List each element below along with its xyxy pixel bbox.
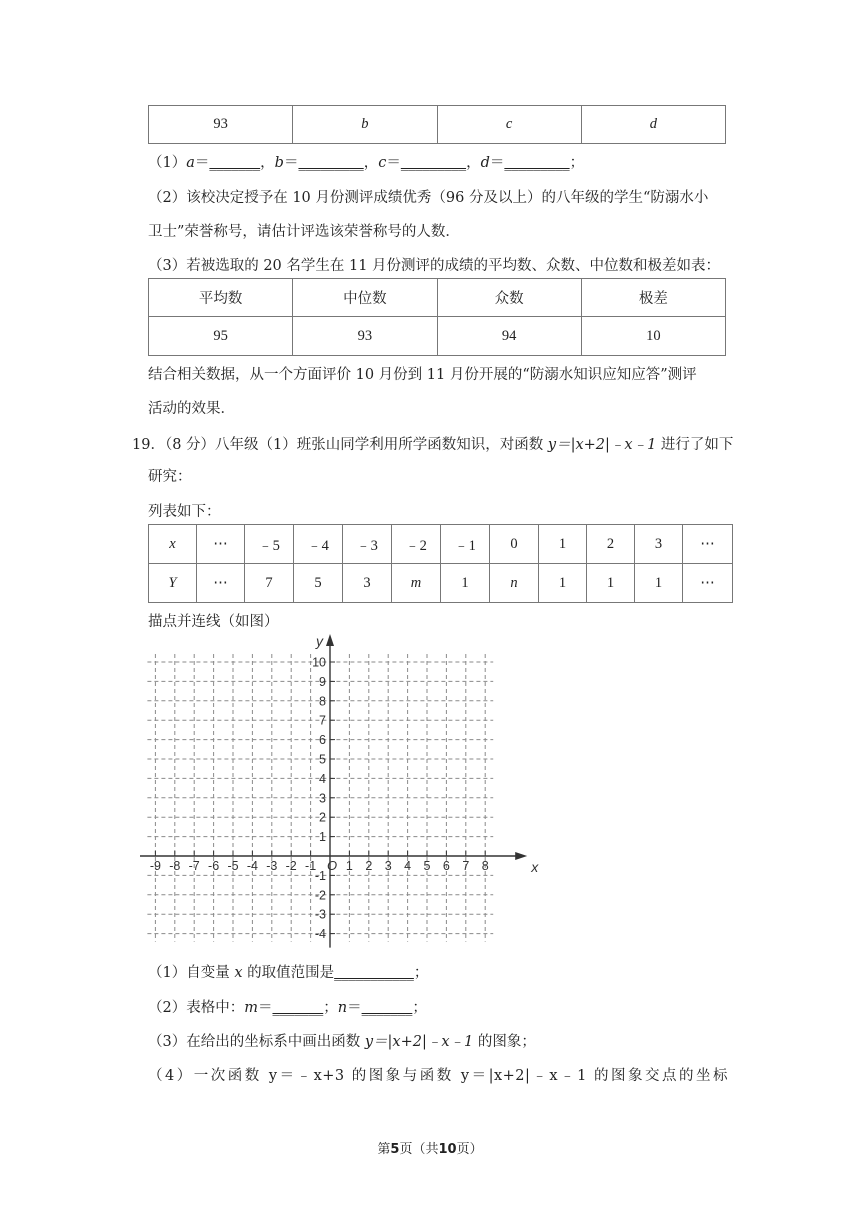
q19-sub3: （3）在给出的坐标系中画出函数 y＝|x+2|﹣x﹣1 的图象； — [148, 1034, 536, 1050]
row-x-cell: 3 — [635, 525, 683, 564]
y-tick-label: 8 — [319, 694, 326, 709]
x-tick-label: -2 — [285, 859, 297, 873]
y-axis-arrow-icon — [326, 634, 334, 646]
value-median: 93 — [293, 317, 437, 356]
y-axis-label: y — [316, 633, 323, 649]
q18-part2-line2: 卫士”荣誉称号，请估计评选该荣誉称号的人数． — [148, 224, 460, 240]
header-mode: 众数 — [437, 279, 581, 317]
q19-sub1: （1）自变量 x 的取值范围是___________； — [148, 965, 429, 981]
y-tick-label: -1 — [314, 868, 326, 883]
y-tick-label: -4 — [314, 927, 326, 942]
row-x-cell: ﹣1 — [441, 525, 490, 564]
m-answer-blank[interactable]: _______ — [272, 1000, 324, 1016]
cell-93: 93 — [149, 106, 293, 144]
row-y-cell-n: n — [490, 564, 539, 603]
cell-c: c — [437, 106, 581, 144]
page-footer: 第5页（共10页） — [377, 1142, 483, 1157]
row-y-cell: 7 — [245, 564, 294, 603]
y-tick-label: -3 — [314, 907, 326, 922]
x-tick-label: -3 — [266, 859, 278, 873]
y-tick-label: 3 — [319, 791, 326, 806]
x-tick-label: 8 — [481, 859, 489, 873]
row-x-cell: 2 — [587, 525, 635, 564]
row-y-cell: 1 — [539, 564, 587, 603]
y-tick-label: 9 — [319, 674, 326, 689]
row-x-cell: ⋯ — [683, 525, 733, 564]
page-number: 5 — [390, 1142, 400, 1157]
answer-blank-c[interactable]: _________ — [400, 155, 467, 171]
row-x-cell: 1 — [539, 525, 587, 564]
origin-label: O — [327, 858, 338, 873]
value-range: 10 — [581, 317, 725, 356]
cell-b: b — [293, 106, 437, 144]
page-total: 10 — [438, 1142, 457, 1157]
x-axis-label: x — [531, 859, 539, 875]
row-y-cell: 1 — [635, 564, 683, 603]
header-range: 极差 — [581, 279, 725, 317]
y-tick-label: 7 — [319, 713, 326, 728]
row-y-cell-m: m — [392, 564, 441, 603]
q18-conclusion-line2: 活动的效果． — [148, 401, 235, 417]
row-y-label: Y — [149, 564, 197, 603]
row-y-cell: 3 — [343, 564, 392, 603]
x-tick-label: 7 — [462, 859, 470, 873]
answer-blank-d[interactable]: _________ — [504, 155, 570, 171]
row-y-cell: 5 — [294, 564, 343, 603]
stats-table — [148, 278, 726, 356]
q18-part1: （1）a＝_______，b＝_________，c＝_________，d＝_________； — [148, 155, 585, 171]
q18-part2-line1: （2）该校决定授予在 10 月份测评成绩优秀（96 分及以上）的八年级的学生“防溺水小 — [148, 190, 709, 206]
row-y-cell: ⋯ — [683, 564, 733, 603]
row-y-cell: ⋯ — [197, 564, 245, 603]
x-tick-label: 5 — [423, 859, 431, 873]
q18-conclusion-line1: 结合相关数据，从一个方面评价 10 月份到 11 月份开展的“防溺水知识应知应答”测评 — [148, 367, 697, 383]
y-tick-label: 1 — [319, 830, 326, 845]
q19-list-label: 列表如下： — [148, 504, 221, 520]
q19-intro-line2: 研究： — [148, 469, 192, 485]
x-tick-label: -7 — [188, 859, 200, 873]
x-tick-label: 3 — [384, 859, 392, 873]
row-x-cell: ⋯ — [197, 525, 245, 564]
row-x-cell: ﹣3 — [343, 525, 392, 564]
q19-plot-label: 描点并连线（如图） — [148, 614, 279, 630]
score-table-bottom-row — [148, 105, 726, 144]
y-tick-label: 4 — [319, 771, 326, 786]
y-tick-label: 6 — [319, 733, 326, 748]
x-tick-label: 4 — [404, 859, 412, 873]
y-tick-label: 10 — [312, 655, 326, 670]
header-mean: 平均数 — [149, 279, 293, 317]
answer-blank-a[interactable]: _______ — [209, 155, 261, 171]
y-tick-label: -2 — [314, 888, 326, 903]
y-tick-label: 2 — [319, 810, 326, 825]
q19-sub2: （2）表格中：m＝_______；n＝_______； — [148, 1000, 427, 1016]
q19-sub4: （4）一次函数 y＝﹣x+3 的图象与函数 y＝|x+2|﹣x﹣1 的图象交点的坐标 — [148, 1068, 728, 1084]
row-y-cell: 1 — [441, 564, 490, 603]
x-tick-label: -5 — [227, 859, 239, 873]
answer-blank-b[interactable]: _________ — [298, 155, 364, 171]
x-tick-label: -9 — [149, 859, 161, 873]
domain-answer-blank[interactable]: ___________ — [334, 965, 414, 981]
value-table — [148, 524, 733, 603]
cell-d: d — [581, 106, 725, 144]
x-tick-label: -4 — [246, 859, 258, 873]
row-x-label: x — [149, 525, 197, 564]
x-tick-label: 1 — [345, 859, 353, 873]
q19-intro-line1: 19．（8 分）八年级（1）班张山同学利用所学函数知识，对函数 y＝|x+2|﹣x﹣1 进行了如下 — [132, 437, 734, 453]
row-x-cell: ﹣2 — [392, 525, 441, 564]
q18-part3: （3）若被选取的 20 名学生在 11 月份测评的成绩的平均数、众数、中位数和极差如表： — [148, 258, 721, 274]
value-mean: 95 — [149, 317, 293, 356]
row-x-cell: 0 — [490, 525, 539, 564]
n-answer-blank[interactable]: _______ — [361, 1000, 413, 1016]
value-mode: 94 — [437, 317, 581, 356]
y-tick-label: 5 — [319, 752, 326, 767]
x-tick-label: -8 — [169, 859, 181, 873]
x-tick-label: 2 — [365, 859, 373, 873]
x-axis-arrow-icon — [515, 852, 527, 860]
header-median: 中位数 — [293, 279, 437, 317]
x-tick-label: 6 — [442, 859, 450, 873]
x-tick-label: -1 — [305, 859, 317, 873]
row-y-cell: 1 — [587, 564, 635, 603]
row-x-cell: ﹣5 — [245, 525, 294, 564]
coordinate-grid — [140, 630, 540, 950]
x-tick-label: -6 — [208, 859, 220, 873]
row-x-cell: ﹣4 — [294, 525, 343, 564]
